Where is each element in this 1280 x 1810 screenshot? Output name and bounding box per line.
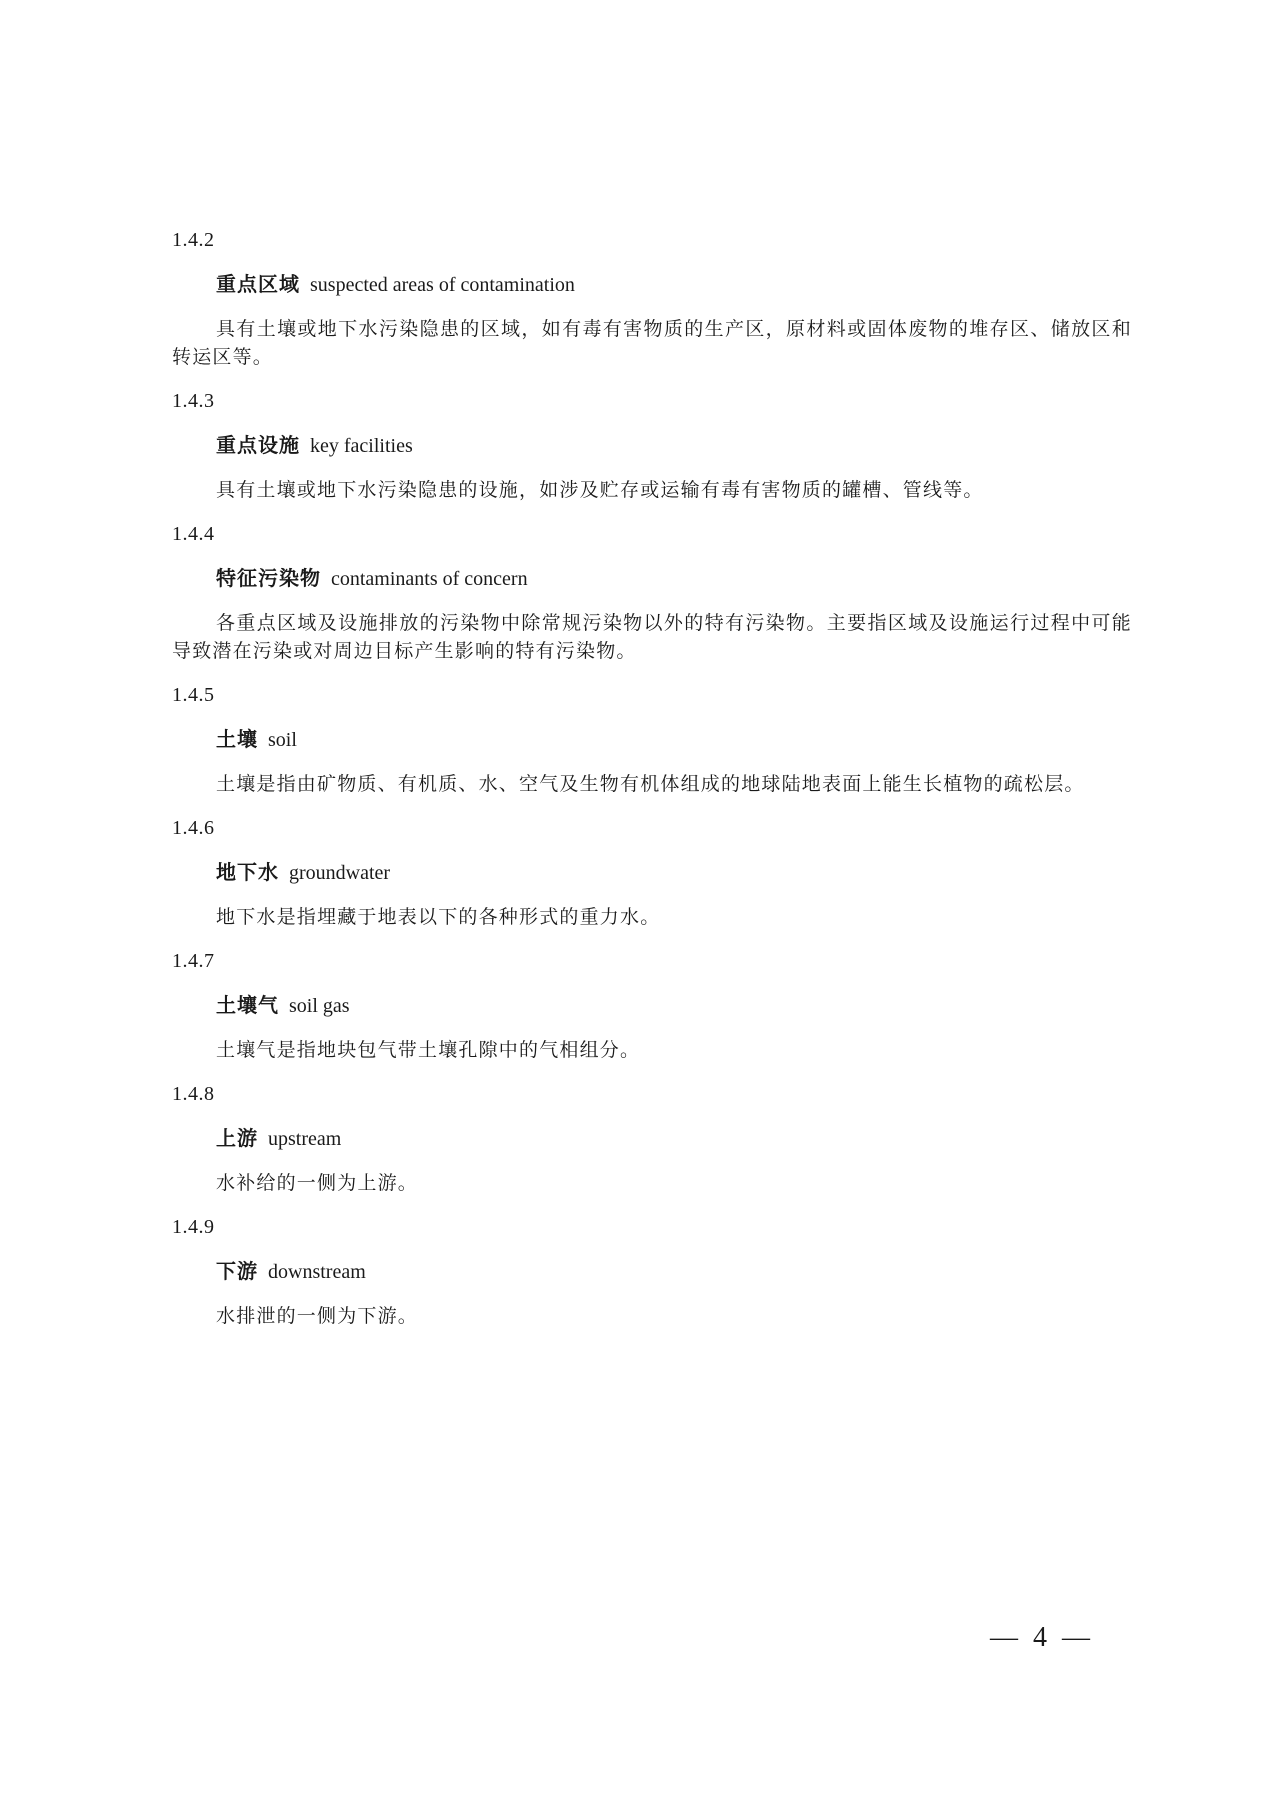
term-english: groundwater [289, 862, 391, 884]
definition-entry [172, 226, 1132, 371]
definition-text: 水补给的一侧为上游。 [216, 1172, 419, 1194]
page-number: — 4 — [990, 1622, 1094, 1653]
definition-text: 地下水是指埋藏于地表以下的各种形式的重力水。 [216, 906, 661, 928]
definition-text: 水排泄的一侧为下游。 [216, 1305, 419, 1327]
term-heading [172, 431, 1132, 460]
term-english: downstream [268, 1261, 366, 1283]
section-number: 1.4.2 [172, 229, 215, 251]
term-chinese: 下游 [216, 1259, 258, 1283]
term-heading [172, 270, 1132, 299]
definition-text: 具有土壤或地下水污染隐患的区域，如有毒有害物质的生产区，原材料或固体废物的堆存区、储放区和转运区等。 [172, 318, 1132, 368]
term-chinese: 特征污染物 [216, 566, 321, 590]
term-english: contaminants of concern [331, 568, 528, 590]
term-english: upstream [268, 1128, 342, 1150]
definition-entry [172, 681, 1132, 798]
term-english: key facilities [310, 435, 413, 457]
term-heading [172, 564, 1132, 593]
term-chinese: 地下水 [216, 860, 279, 884]
section-number: 1.4.3 [172, 390, 215, 412]
term-heading [172, 1124, 1132, 1153]
definition-text: 具有土壤或地下水污染隐患的设施，如涉及贮存或运输有毒有害物质的罐槽、管线等。 [216, 479, 984, 501]
section-number: 1.4.7 [172, 950, 215, 972]
definition-entry [172, 1080, 1132, 1197]
definition-entry [172, 947, 1132, 1064]
term-chinese: 上游 [216, 1126, 258, 1150]
definition-text: 土壤是指由矿物质、有机质、水、空气及生物有机体组成的地球陆地表面上能生长植物的疏松层。 [216, 773, 1085, 795]
term-chinese: 重点区域 [216, 272, 300, 296]
term-chinese: 土壤 [216, 727, 258, 751]
definition-entry [172, 1213, 1132, 1330]
section-number: 1.4.4 [172, 523, 215, 545]
term-english: soil [268, 729, 297, 751]
definition-text: 土壤气是指地块包气带土壤孔隙中的气相组分。 [216, 1039, 641, 1061]
term-heading [172, 725, 1132, 754]
term-chinese: 土壤气 [216, 993, 279, 1017]
term-heading [172, 858, 1132, 887]
section-number: 1.4.8 [172, 1083, 215, 1105]
term-english: soil gas [289, 995, 350, 1017]
section-number: 1.4.6 [172, 817, 215, 839]
definition-entry [172, 814, 1132, 931]
term-english: suspected areas of contamination [310, 274, 575, 296]
term-heading [172, 991, 1132, 1020]
definition-entry [172, 387, 1132, 504]
section-number: 1.4.5 [172, 684, 215, 706]
definition-entry [172, 520, 1132, 665]
term-chinese: 重点设施 [216, 433, 300, 457]
definitions-list [172, 226, 1132, 1346]
term-heading [172, 1257, 1132, 1286]
section-number: 1.4.9 [172, 1216, 215, 1238]
definition-text: 各重点区域及设施排放的污染物中除常规污染物以外的特有污染物。主要指区域及设施运行过程中可能导致潜在污染或对周边目标产生影响的特有污染物。 [172, 612, 1132, 662]
